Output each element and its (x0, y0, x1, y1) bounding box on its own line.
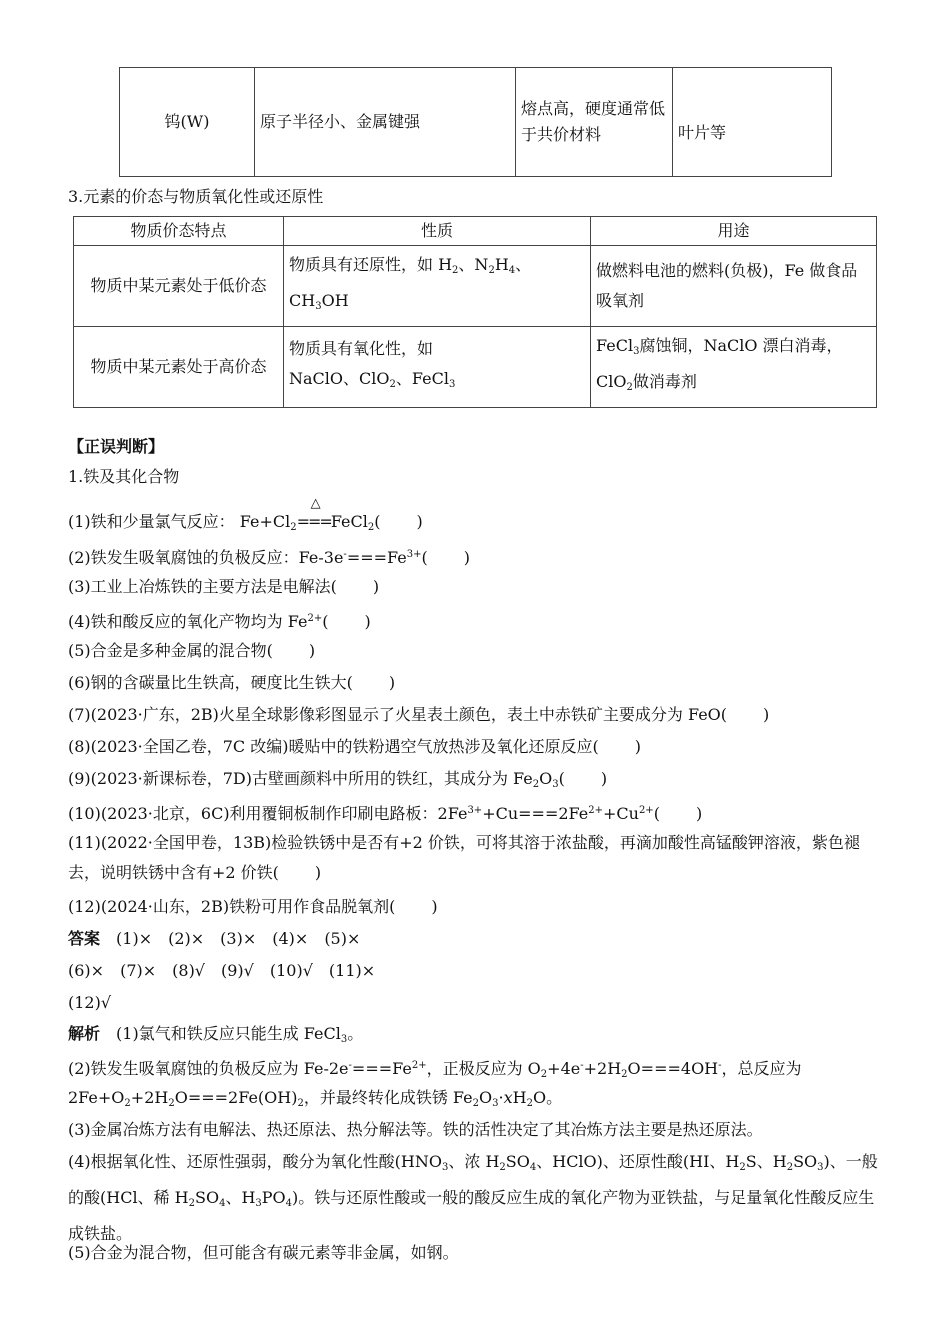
question-item: (2)铁发生吸氧腐蚀的负极反应：$Fe-3e^-===Fe^{3+}$( ) (68, 548, 470, 567)
analysis-line: (3)金属冶炼方法有电解法、热还原法、热分解法等。铁的活性决定了其冶炼方法主要是热还原法。 (68, 1120, 763, 1139)
property-table (119, 67, 832, 177)
table-cell: 叶片等 (673, 68, 832, 177)
table-cell: 物质中某元素处于低价态 (74, 246, 284, 327)
table-cell: 熔点高，硬度通常低于共价材料 (516, 68, 673, 177)
valence-table (73, 216, 877, 408)
question-text: (12)(2024·山东，2B)铁粉可用作食品脱氧剂( (68, 897, 396, 916)
question-text: (8)(2023·全国乙卷，7C 改编)暖贴中的铁粉遇空气放热涉及氧化还原反应( (68, 737, 599, 756)
analysis-text: (4)根据氧化性、还原性强弱，酸分为氧化性酸(HNO (68, 1152, 442, 1171)
cell-text: FeCl (596, 336, 634, 355)
table-cell: 原子半径小、金属键强 (255, 68, 516, 177)
answer-text: (1)× (2)× (3)× (4)× (5)× (116, 929, 361, 948)
question-item: (7)(2023·广东，2B)火星全球影像彩图显示了火星表土颜色，表土中赤铁矿主要成分为 FeO( ) (68, 705, 770, 724)
cell-text: 物质具有还原性，如 H (289, 255, 453, 274)
analysis-line: (4)根据氧化性、还原性强弱，酸分为氧化性酸($HNO_3$、浓 $H_2SO_4$、HClO)、还原性酸(HI、$H_2S$、$H_2SO_3$)、一般的酸(HCl、稀 $H_2SO_4$、$H_3PO_4$)。铁与还原性酸或一般的酸反应生成的氧化产物为亚铁盐，与足量氧化性酸反应生成铁盐。 (68, 1152, 878, 1243)
question-text: (3)工业上冶炼铁的主要方法是电解法( (68, 577, 337, 596)
question-text: ) (416, 512, 423, 531)
answer-line: (6)× (7)× (8)√ (9)√ (10)√ (11)× (68, 961, 376, 980)
column-header: 物质价态特点 (74, 217, 284, 246)
sub-title: 1.铁及其化合物 (68, 467, 180, 486)
analysis-line: 解析 (1)氯气和铁反应只能生成 FeCl$_3$。 (68, 1024, 364, 1045)
question-item: (12)(2024·山东，2B)铁粉可用作食品脱氧剂( ) (68, 897, 438, 916)
judge-title: 【正误判断】 (68, 437, 165, 456)
question-item: (11)(2022·全国甲卷，13B)检验铁锈中是否有+2 价铁，可将其溶于浓盐酸，再滴加酸性高锰酸钾溶液，紫色褪去，说明铁锈中含有+2 价铁( ) (68, 833, 860, 882)
question-item: (8)(2023·全国乙卷，7C 改编)暖贴中的铁粉遇空气放热涉及氧化还原反应( ) (68, 737, 641, 756)
question-item: (1)铁和少量氯气反应： $Fe+Cl_2$ △ ===FeCl$_2$( ) (68, 496, 423, 533)
analysis-line: (5)合金为混合物，但可能含有碳元素等非金属，如钢。 (68, 1243, 459, 1262)
section-title: 3.元素的价态与物质氧化性或还原性 (68, 187, 324, 206)
question-text: (7)(2023·广东，2B)火星全球影像彩图显示了火星表土颜色，表土中赤铁矿主要成分为 FeO( (68, 705, 728, 724)
table-cell: 物质具有还原性，如 $H_2$、$N_2H_4$、$CH_3OH$ (284, 246, 591, 327)
cell-text: 物质具有氧化性，如 (289, 339, 434, 358)
question-text: ( (374, 512, 381, 531)
table-cell: 做燃料电池的燃料(负极)，Fe 做食品吸氧剂 (591, 246, 877, 327)
question-item: (9)(2023·新课标卷，7D)古壁画颜料中所用的铁红，其成分为 $Fe_2O_3$( ) (68, 769, 608, 790)
question-item: (4)铁和酸反应的氧化产物均为 $Fe^{2+}$( ) (68, 612, 371, 631)
column-header: 性质 (284, 217, 591, 246)
question-item: (10)(2023·北京，6C)利用覆铜板制作印刷电路板：$2Fe^{3+}+Cu===2Fe^{2+}+Cu^{2+}$( ) (68, 804, 703, 823)
column-header: 用途 (591, 217, 877, 246)
table-cell: 钨(W) (120, 68, 255, 177)
table-row (74, 327, 877, 408)
question-text: FeCl (330, 512, 368, 531)
question-item: (3)工业上冶炼铁的主要方法是电解法( ) (68, 577, 380, 596)
table-row (120, 68, 832, 177)
analysis-label: 解析 (68, 1024, 101, 1043)
analysis-text: (1)氯气和铁反应只能生成 FeCl (116, 1024, 341, 1043)
analysis-line: (2)铁发生吸氧腐蚀的负极反应为 $Fe-2e^-===Fe^{2+}$，正极反应为 $O_2+4e^-+2H_2O===4OH^-$，总反应为 (68, 1059, 802, 1080)
cell-text: 做消毒剂 (632, 372, 697, 391)
question-item: (5)合金是多种金属的混合物( ) (68, 641, 316, 660)
question-text: (10)(2023·北京，6C)利用覆铜板制作印刷电路板：2Fe (68, 804, 468, 823)
question-text: (11)(2022·全国甲卷，13B)检验铁锈中是否有+2 价铁，可将其溶于浓盐酸，再滴加酸性高锰酸钾溶液，紫色褪去，说明铁锈中含有+2 价铁( (68, 833, 860, 882)
table-header-row (74, 217, 877, 246)
table-cell: FeCl$_3$腐蚀铜，NaClO 漂白消毒，ClO$_2$做消毒剂 (591, 327, 877, 408)
table-cell: 物质中某元素处于高价态 (74, 327, 284, 408)
analysis-text: (2)铁发生吸氧腐蚀的负极反应为 Fe-2e (68, 1059, 349, 1078)
cell-text: 腐蚀铜，NaClO 漂白消毒，ClO (596, 336, 843, 391)
question-text: (1)铁和少量氯气反应： Fe+Cl (68, 512, 291, 531)
question-text: (6)钢的含碳量比生铁高，硬度比生铁大( (68, 673, 353, 692)
question-text: (2)铁发生吸氧腐蚀的负极反应：Fe-3e (68, 548, 344, 567)
question-text: (9)(2023·新课标卷，7D)古壁画颜料中所用的铁红，其成分为 Fe (68, 769, 533, 788)
table-cell: 物质具有氧化性，如 NaClO、ClO$_2$、FeCl$_3$ (284, 327, 591, 408)
question-item: (6)钢的含碳量比生铁高，硬度比生铁大( ) (68, 673, 396, 692)
answer-line: (12)√ (68, 993, 112, 1012)
analysis-text: 2Fe+O (68, 1088, 125, 1107)
answer-label: 答案 (68, 929, 101, 948)
answer-line (68, 929, 360, 949)
analysis-line: $2Fe+O_2+2H_2O===2Fe(OH)_2$，并最终转化成铁锈 $Fe_2O_3\cdot xH_2O$。 (68, 1088, 563, 1109)
question-text: (4)铁和酸反应的氧化产物均为 Fe (68, 612, 308, 631)
question-text: (5)合金是多种金属的混合物( (68, 641, 273, 660)
table-row (74, 246, 877, 327)
